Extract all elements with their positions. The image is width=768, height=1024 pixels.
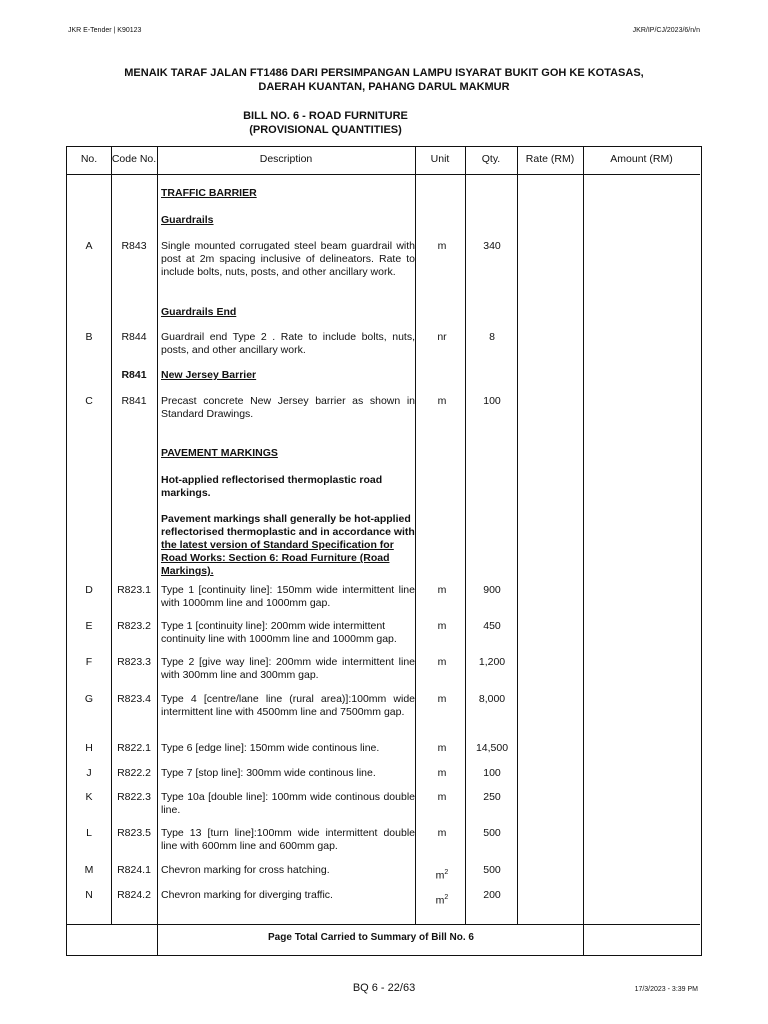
note-text: Pavement markings shall generally be hot-applied reflectorised thermoplastic and in accordance with bbox=[161, 513, 415, 538]
item-code: R841 bbox=[121, 395, 147, 407]
page-total-label: Page Total Carried to Summary of Bill No. 6 bbox=[268, 932, 474, 943]
item-no: A bbox=[85, 240, 93, 252]
item-unit: m bbox=[437, 693, 447, 705]
item-unit: m bbox=[437, 620, 447, 632]
item-no: K bbox=[85, 791, 93, 803]
item-no: M bbox=[84, 864, 94, 876]
item-qty: 200 bbox=[483, 889, 501, 901]
item-unit: m bbox=[437, 584, 447, 596]
item-description: Chevron marking for diverging traffic. bbox=[161, 889, 333, 901]
item-unit: m bbox=[437, 742, 447, 754]
item-qty: 450 bbox=[483, 620, 501, 632]
item-code: R823.1 bbox=[117, 584, 151, 596]
project-title-line1: MENAIK TARAF JALAN FT1486 DARI PERSIMPANGAN LAMPU ISYARAT BUKIT GOH KE KOTASAS, bbox=[124, 67, 644, 79]
item-description: Precast concrete New Jersey barrier as shown in Standard Drawings. bbox=[161, 395, 415, 420]
item-unit: m bbox=[437, 827, 447, 839]
subsection-heading: Hot-applied reflectorised thermoplastic road markings. bbox=[161, 474, 383, 499]
col-header-code: Code No. bbox=[111, 153, 157, 165]
item-no: F bbox=[85, 656, 93, 668]
col-header-unit: Unit bbox=[430, 153, 450, 165]
col-divider bbox=[517, 147, 518, 925]
item-qty: 250 bbox=[483, 791, 501, 803]
item-description: Type 1 [continuity line]: 200mm wide intermittent continuity line with 1000mm line and 1000mm gap. bbox=[161, 620, 397, 645]
bill-title: BILL NO. 6 - ROAD FURNITURE bbox=[243, 110, 408, 122]
item-unit bbox=[417, 891, 467, 908]
print-date: 17/3/2023 - 3:39 PM bbox=[634, 986, 698, 993]
col-header-qty: Qty. bbox=[481, 153, 501, 165]
body-divider bbox=[67, 924, 700, 925]
item-code: R823.3 bbox=[117, 656, 151, 668]
col-header-description: Description bbox=[259, 153, 313, 165]
col-divider bbox=[583, 147, 584, 955]
col-divider bbox=[111, 147, 112, 925]
item-qty: 100 bbox=[483, 395, 501, 407]
col-header-rate: Rate (RM) bbox=[525, 153, 575, 165]
item-no: E bbox=[85, 620, 93, 632]
item-code: R844 bbox=[121, 331, 147, 343]
item-no: H bbox=[85, 742, 93, 754]
item-description: Type 6 [edge line]: 150mm wide continous line. bbox=[161, 742, 380, 754]
section-heading: TRAFFIC BARRIER bbox=[161, 187, 257, 199]
item-qty: 500 bbox=[483, 827, 501, 839]
col-header-no: No. bbox=[80, 153, 98, 165]
unit-base: m bbox=[435, 869, 445, 882]
item-description: Type 2 [give way line]: 200mm wide intermittent line with 300mm line and 300mm gap. bbox=[161, 656, 415, 681]
header-left: JKR E-Tender | K90123 bbox=[68, 27, 142, 34]
item-qty: 340 bbox=[483, 240, 501, 252]
item-code: R822.1 bbox=[117, 742, 151, 754]
item-unit: nr bbox=[437, 331, 447, 343]
item-unit: m bbox=[437, 656, 447, 668]
item-code: R824.2 bbox=[117, 889, 151, 901]
item-no: G bbox=[84, 693, 94, 705]
item-no: J bbox=[86, 767, 92, 779]
col-divider bbox=[157, 147, 158, 955]
item-no: D bbox=[85, 584, 93, 596]
item-qty: 8 bbox=[489, 331, 495, 343]
item-description: Single mounted corrugated steel beam guardrail with post at 2m spacing inclusive of delineators. Rate to include bolts, nuts, posts, and other ancillary work. bbox=[161, 240, 415, 278]
subsection-heading: Guardrails End bbox=[161, 306, 237, 318]
item-qty: 14,500 bbox=[475, 742, 509, 754]
item-no: C bbox=[85, 395, 93, 407]
item-unit: m bbox=[437, 791, 447, 803]
header-right: JKR/IP/CJ/2023/6/n/n bbox=[632, 27, 700, 34]
col-header-amount: Amount (RM) bbox=[610, 153, 673, 165]
item-qty: 8,000 bbox=[478, 693, 506, 705]
col-divider bbox=[465, 147, 466, 925]
unit-base: m bbox=[435, 894, 445, 907]
unit-exponent: 2 bbox=[444, 869, 449, 876]
item-qty: 1,200 bbox=[478, 656, 506, 668]
item-description: Guardrail end Type 2 . Rate to include bolts, nuts, posts, and other ancillary work. bbox=[161, 331, 415, 356]
item-code: R824.1 bbox=[117, 864, 151, 876]
item-description: Type 13 [turn line]:100mm wide intermittent double line with 600mm line and 600mm gap. bbox=[161, 827, 415, 852]
item-code: R823.2 bbox=[117, 620, 151, 632]
header-divider bbox=[67, 174, 700, 175]
item-code: R843 bbox=[121, 240, 147, 252]
col-divider bbox=[415, 147, 416, 925]
item-qty: 500 bbox=[483, 864, 501, 876]
page-number: BQ 6 - 22/63 bbox=[352, 982, 416, 994]
item-description: Type 7 [stop line]: 300mm wide continous line. bbox=[161, 767, 376, 779]
item-description: Type 1 [continuity line]: 150mm wide intermittent line with 1000mm line and 1000mm gap. bbox=[161, 584, 415, 609]
item-no: L bbox=[86, 827, 92, 839]
item-code: R823.5 bbox=[117, 827, 151, 839]
item-unit bbox=[417, 866, 467, 883]
item-description: Type 4 [centre/lane line (rural area)]:100mm wide intermittent line with 4500mm line and 7500mm gap. bbox=[161, 693, 415, 718]
item-unit: m bbox=[437, 395, 447, 407]
item-code: R823.4 bbox=[117, 693, 151, 705]
bill-subtitle: (PROVISIONAL QUANTITIES) bbox=[249, 124, 402, 136]
note-reference: the latest version of Standard Specification for Road Works: Section 6: Road Furniture (Road Markings). bbox=[161, 539, 394, 577]
subsection-heading: Guardrails bbox=[161, 214, 214, 226]
item-qty: 900 bbox=[483, 584, 501, 596]
project-title-line2: DAERAH KUANTAN, PAHANG DARUL MAKMUR bbox=[258, 81, 510, 93]
item-no: B bbox=[85, 331, 93, 343]
item-unit: m bbox=[437, 767, 447, 779]
item-code: R822.2 bbox=[117, 767, 151, 779]
subsection-code: R841 bbox=[121, 369, 147, 381]
specification-note bbox=[161, 513, 415, 578]
item-qty: 100 bbox=[483, 767, 501, 779]
item-code: R822.3 bbox=[117, 791, 151, 803]
subsection-heading: New Jersey Barrier bbox=[161, 369, 257, 381]
item-description: Chevron marking for cross hatching. bbox=[161, 864, 330, 876]
section-heading: PAVEMENT MARKINGS bbox=[161, 447, 278, 459]
unit-exponent: 2 bbox=[444, 894, 449, 901]
item-unit: m bbox=[437, 240, 447, 252]
bill-table bbox=[66, 146, 702, 956]
item-description: Type 10a [double line]: 100mm wide continous double line. bbox=[161, 791, 415, 816]
item-no: N bbox=[85, 889, 93, 901]
